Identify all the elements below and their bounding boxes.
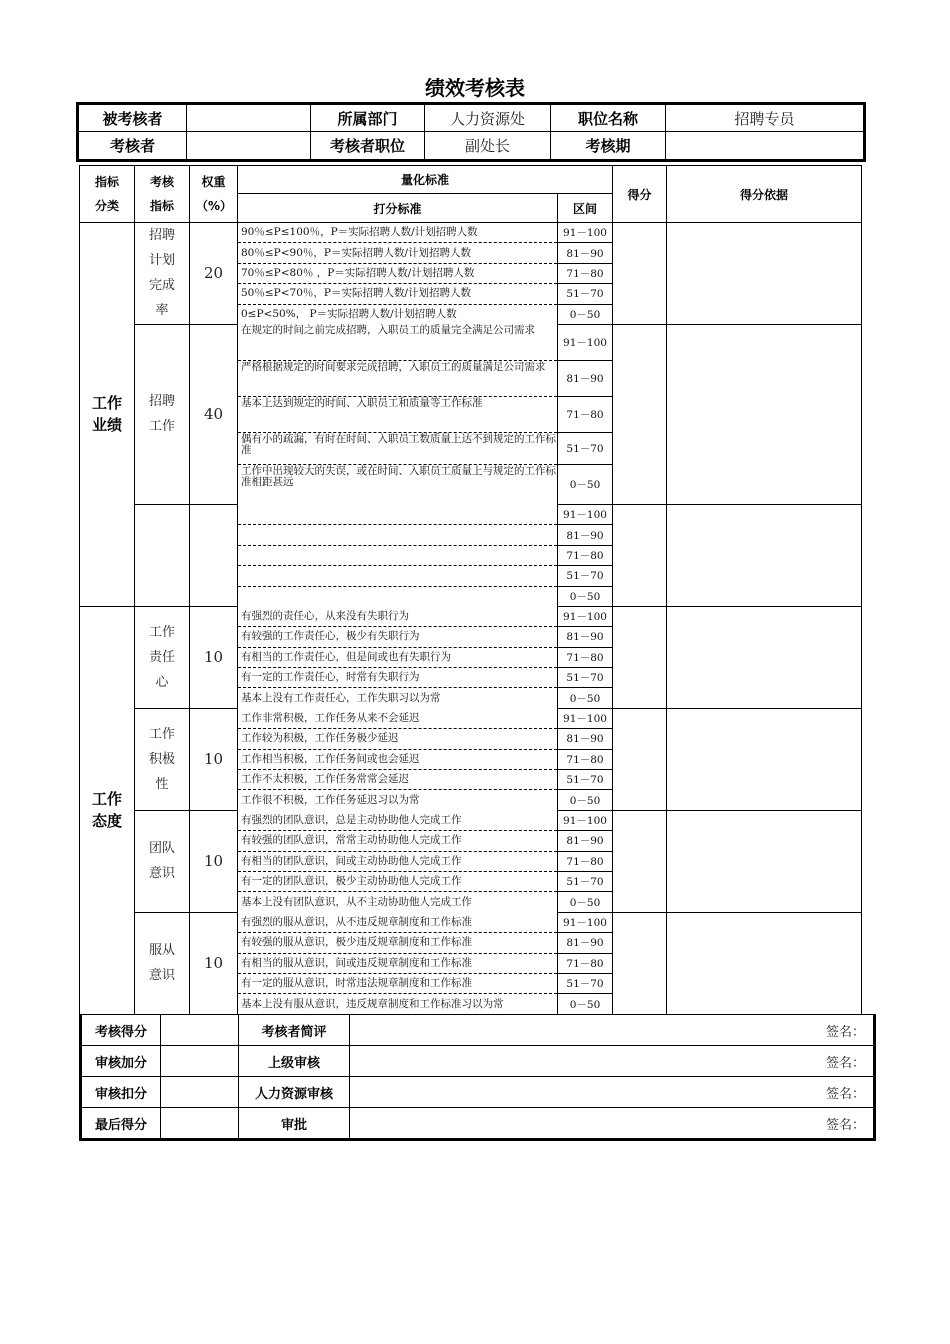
score-range: 71－80 — [558, 263, 613, 283]
scoring-standard: 工作较为积极，工作任务极少延迟 — [238, 729, 558, 749]
approval-value-field[interactable] — [161, 1108, 239, 1140]
scoring-standard: 工作不太积极，工作任务常常会延迟 — [238, 770, 558, 790]
score-input[interactable] — [613, 606, 667, 708]
scoring-standard: 有相当的服从意识，间或违反规章制度和工作标准 — [238, 953, 558, 973]
scoring-standard: 严格根据规定的时间要求完成招聘，入职员工的质量满足公司需求 — [238, 360, 558, 396]
score-range: 71－80 — [558, 647, 613, 667]
signature-field[interactable]: 签名： — [350, 1015, 875, 1046]
score-range: 0－50 — [558, 994, 613, 1014]
score-range: 71－80 — [558, 545, 613, 565]
score-range: 0－50 — [558, 304, 613, 324]
score-basis-input[interactable] — [667, 223, 862, 325]
category-cell-performance: 工作业绩 — [80, 223, 135, 607]
score-range: 0－50 — [558, 586, 613, 606]
scoring-standard: 有强烈的团队意识，总是主动协助他人完成工作 — [238, 810, 558, 830]
indicator-name: 团队意识 — [135, 810, 190, 912]
scoring-standard — [238, 504, 558, 524]
indicator-weight: 10 — [190, 810, 238, 912]
indicator-name: 工作责任心 — [135, 606, 190, 708]
score-range: 81－90 — [558, 933, 613, 953]
scoring-standard: 工作相当积极，工作任务间或也会延迟 — [238, 749, 558, 769]
scoring-standard: 在规定的时间之前完成招聘，入职员工的质量完全满足公司需求 — [238, 324, 558, 360]
score-range: 91－100 — [558, 912, 613, 932]
score-basis-input[interactable] — [667, 606, 862, 708]
indicator-weight: 10 — [190, 708, 238, 810]
score-range: 91－100 — [558, 810, 613, 830]
col-category: 指标分类 — [80, 166, 135, 223]
scoring-standard: 有一定的团队意识，极少主动协助他人完成工作 — [238, 871, 558, 891]
approval-mid-label: 考核者简评 — [239, 1015, 350, 1046]
approval-left-label: 考核得分 — [81, 1015, 161, 1046]
score-range: 81－90 — [558, 831, 613, 851]
scoring-standard: 工作非常积极，工作任务从来不会延迟 — [238, 708, 558, 728]
score-input[interactable] — [613, 810, 667, 912]
scoring-standard: 有相当的团队意识，间或主动协助他人完成工作 — [238, 851, 558, 871]
score-range: 0－50 — [558, 790, 613, 810]
score-range: 91－100 — [558, 504, 613, 524]
score-input[interactable] — [613, 708, 667, 810]
table-row — [80, 606, 862, 626]
col-scoring-standard: 打分标准 — [238, 194, 558, 223]
table-row — [80, 324, 862, 360]
signature-field[interactable]: 签名： — [350, 1077, 875, 1108]
examinee-field[interactable] — [187, 104, 311, 132]
score-range: 81－90 — [558, 729, 613, 749]
score-range: 51－70 — [558, 284, 613, 304]
approval-value-field[interactable] — [161, 1015, 239, 1046]
col-range: 区间 — [558, 194, 613, 223]
indicator-name — [135, 504, 190, 606]
score-range: 81－90 — [558, 525, 613, 545]
col-basis: 得分依据 — [667, 166, 862, 223]
indicator-weight: 20 — [190, 223, 238, 325]
table-row — [80, 810, 862, 830]
indicator-name: 招聘工作 — [135, 324, 190, 504]
score-range: 0－50 — [558, 464, 613, 504]
indicator-weight: 10 — [190, 912, 238, 1014]
score-range: 71－80 — [558, 851, 613, 871]
scoring-standard: 基本上达到规定的时间、入职员工和质量等工作标准 — [238, 396, 558, 432]
score-range: 71－80 — [558, 749, 613, 769]
score-range: 91－100 — [558, 223, 613, 243]
scoring-standard: 有一定的服从意识，时常违法规章制度和工作标准 — [238, 973, 558, 993]
col-score: 得分 — [613, 166, 667, 223]
score-range: 81－90 — [558, 627, 613, 647]
score-range: 91－100 — [558, 606, 613, 626]
approval-mid-label: 审批 — [239, 1108, 350, 1140]
scoring-standard: 有较强的团队意识，常常主动协助他人完成工作 — [238, 831, 558, 851]
score-range: 51－70 — [558, 770, 613, 790]
score-input[interactable] — [613, 324, 667, 504]
score-range: 51－70 — [558, 973, 613, 993]
score-basis-input[interactable] — [667, 504, 862, 606]
score-range: 51－70 — [558, 432, 613, 464]
indicator-name: 工作积极性 — [135, 708, 190, 810]
indicator-weight — [190, 504, 238, 606]
scoring-standard: 90％≤P≤100％，P＝实际招聘人数/计划招聘人数 — [238, 223, 558, 243]
approval-row — [81, 1046, 875, 1077]
scoring-standard: 偶有小的疏漏，有时在时间、入职员工数质量上达不到规定的工作标准 — [238, 432, 558, 464]
score-range: 51－70 — [558, 871, 613, 891]
table-row — [80, 504, 862, 524]
score-range: 91－100 — [558, 708, 613, 728]
score-basis-input[interactable] — [667, 912, 862, 1014]
approval-mid-label: 人力资源审核 — [239, 1077, 350, 1108]
page-title: 绩效考核表 — [425, 76, 525, 100]
score-range: 51－70 — [558, 668, 613, 688]
score-basis-input[interactable] — [667, 324, 862, 504]
scoring-standard: 有较强的工作责任心，极少有失职行为 — [238, 627, 558, 647]
approval-value-field[interactable] — [161, 1077, 239, 1108]
scoring-standard: 50％≤P<70％，P＝实际招聘人数/计划招聘人数 — [238, 284, 558, 304]
category-cell-attitude: 工作态度 — [80, 606, 135, 1014]
score-basis-input[interactable] — [667, 810, 862, 912]
examinee-label: 被考核者 — [78, 104, 187, 132]
score-input[interactable] — [613, 504, 667, 606]
indicator-name: 服从意识 — [135, 912, 190, 1014]
scoring-standard: 0≤P<50%， P＝实际招聘人数/计划招聘人数 — [241, 308, 457, 320]
examiner-position-label: 考核者职位 — [311, 132, 425, 161]
table-row — [80, 223, 862, 243]
scoring-standard: 工作中出现较大的失误，或在时间、入职员工质量上与规定的工作标准相距甚远 — [241, 464, 556, 488]
examiner-position-field[interactable]: 副处长 — [425, 132, 551, 161]
score-range: 51－70 — [558, 566, 613, 586]
approval-left-label: 审核加分 — [81, 1046, 161, 1077]
scoring-standard: 70％≤P<80％ ，P＝实际招聘人数/计划招聘人数 — [238, 263, 558, 283]
approval-row — [81, 1015, 875, 1046]
col-indicator: 考核指标 — [135, 166, 190, 223]
score-input[interactable] — [613, 223, 667, 325]
score-range: 71－80 — [558, 953, 613, 973]
score-range: 0－50 — [558, 892, 613, 912]
col-weight: 权重（%） — [190, 166, 238, 223]
scoring-standard: 工作很不积极，工作任务延迟习以为常 — [241, 793, 420, 806]
scoring-standard — [238, 525, 558, 545]
table-row — [80, 912, 862, 932]
examiner-field[interactable] — [187, 132, 311, 161]
scoring-standard: 有相当的工作责任心，但是间或也有失职行为 — [238, 647, 558, 667]
indicator-weight: 40 — [190, 324, 238, 504]
scoring-standard: 有强烈的服从意识，从不违反规章制度和工作标准 — [238, 912, 558, 932]
approval-mid-label: 上级审核 — [239, 1046, 350, 1077]
approval-left-label: 审核扣分 — [81, 1077, 161, 1108]
score-range: 71－80 — [558, 396, 613, 432]
period-field[interactable] — [666, 132, 865, 161]
score-basis-input[interactable] — [667, 708, 862, 810]
scoring-standard: 基本上没有工作责任心，工作失职习以为常 — [241, 691, 441, 704]
score-range: 91－100 — [558, 324, 613, 360]
approval-value-field[interactable] — [161, 1046, 239, 1077]
period-label: 考核期 — [551, 132, 666, 161]
scoring-standard: 有强烈的责任心，从来没有失职行为 — [238, 606, 558, 626]
header-table — [76, 102, 866, 162]
approval-row — [81, 1108, 875, 1140]
scoring-standard — [238, 545, 558, 565]
score-range: 0－50 — [558, 688, 613, 708]
scoring-standard: 基本上没有服从意识，违反规章制度和工作标准习以为常 — [241, 997, 504, 1010]
dept-label: 所属部门 — [311, 104, 425, 132]
signature-field[interactable]: 签名： — [350, 1046, 875, 1077]
examiner-label: 考核者 — [78, 132, 187, 161]
approval-table — [79, 1014, 876, 1141]
table-row — [80, 708, 862, 728]
scoring-standard: 80％≤P<90％，P＝实际招聘人数/计划招聘人数 — [238, 243, 558, 263]
scoring-standard: 有较强的服从意识，极少违反规章制度和工作标准 — [238, 933, 558, 953]
evaluation-table — [79, 165, 862, 1015]
indicator-weight: 10 — [190, 606, 238, 708]
col-quant-standard: 量化标准 — [238, 166, 613, 194]
scoring-standard: 有一定的工作责任心，时常有失职行为 — [238, 668, 558, 688]
approval-left-label: 最后得分 — [81, 1108, 161, 1140]
score-range: 81－90 — [558, 360, 613, 396]
position-label: 职位名称 — [551, 104, 666, 132]
score-input[interactable] — [613, 912, 667, 1014]
approval-row — [81, 1077, 875, 1108]
position-field[interactable]: 招聘专员 — [666, 104, 865, 132]
scoring-standard: 基本上没有团队意识，从不主动协助他人完成工作 — [241, 895, 472, 908]
signature-field[interactable]: 签名： — [350, 1108, 875, 1140]
scoring-standard — [238, 566, 558, 586]
score-range: 81－90 — [558, 243, 613, 263]
scoring-standard — [238, 586, 558, 606]
indicator-name: 招聘计划完成率 — [135, 223, 190, 325]
dept-field[interactable]: 人力资源处 — [425, 104, 551, 132]
